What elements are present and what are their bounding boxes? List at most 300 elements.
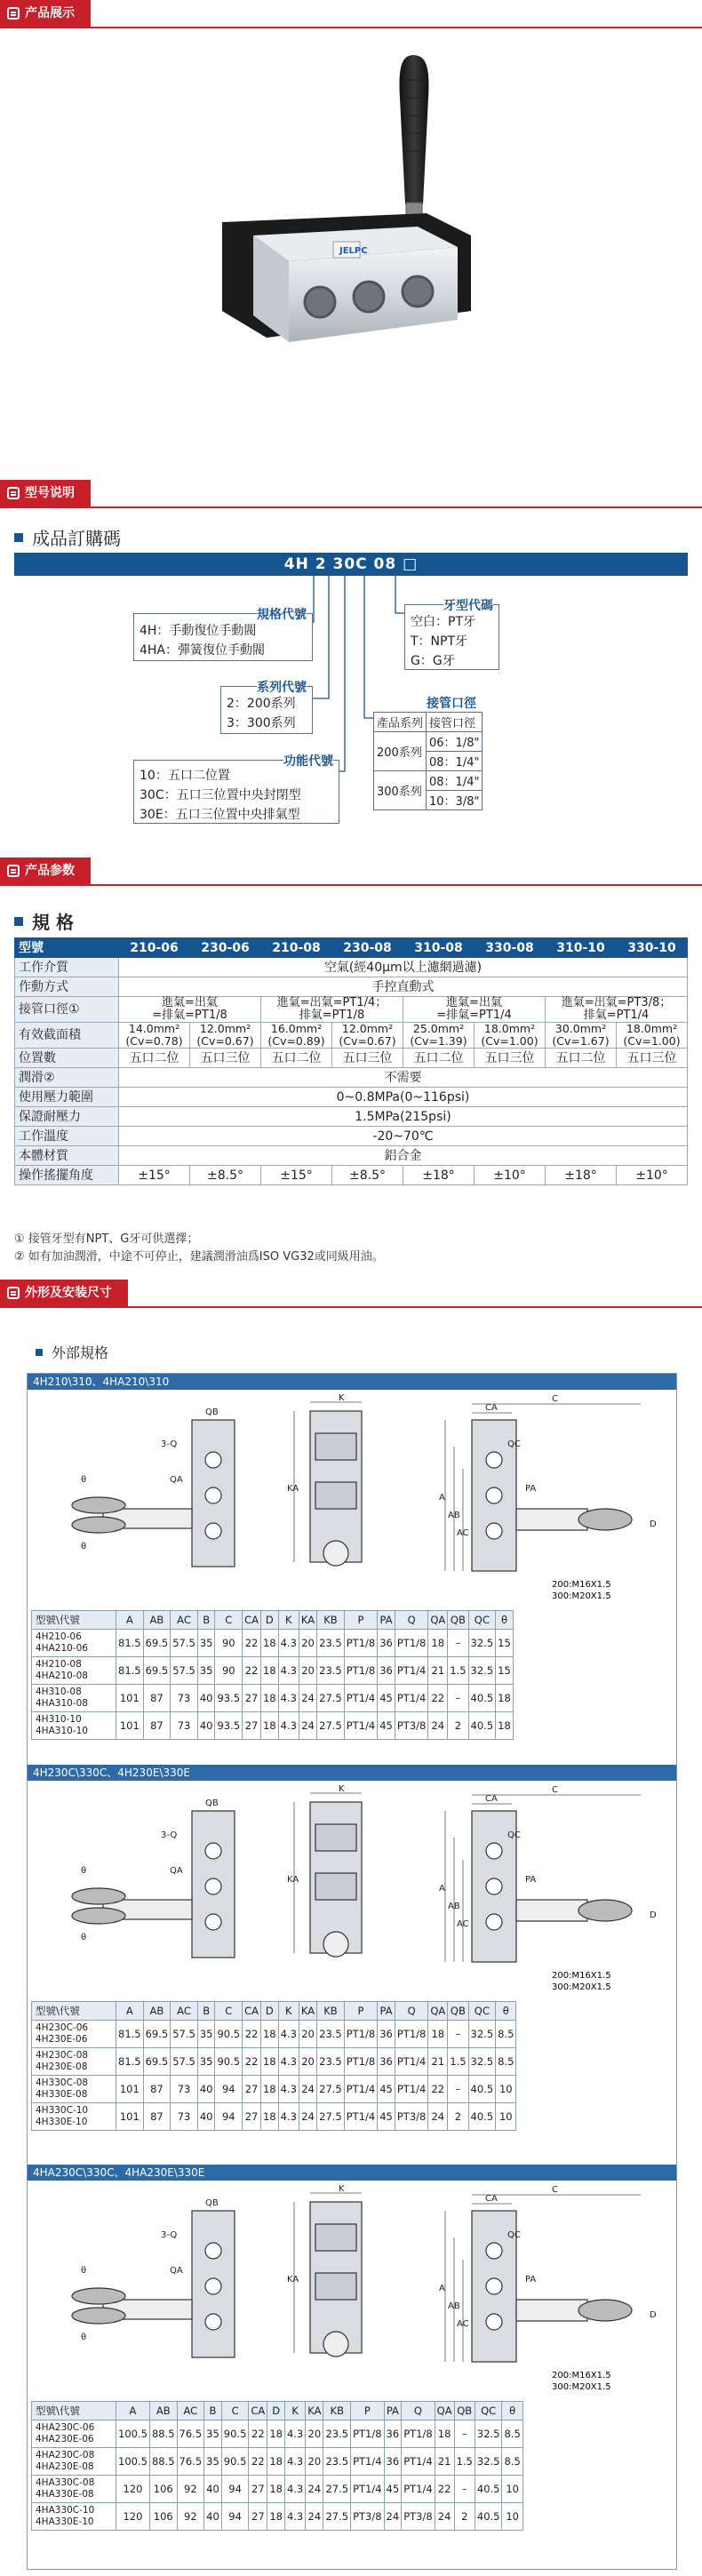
spec-row [15,1049,688,1068]
dimension-value: 94 [215,2103,243,2131]
svg-text:CA: CA [485,1403,498,1413]
dimension-value: PT3/8 [351,2503,384,2531]
dimension-value: 8.5 [496,2048,516,2076]
dimension-header-cell: QC [475,2402,502,2420]
dimension-value: 100.5 [116,2420,150,2448]
spec-header-cell: 310-10 [546,938,617,958]
spec-value: ±10° [617,1166,688,1185]
dimension-value: PT1/4 [351,2476,384,2503]
dimension-header-cell: AB [143,1611,171,1630]
spec-row-label: 有效截面積 [15,1023,119,1049]
svg-text:C: C [552,1394,558,1404]
spec-value: 進氣=出氣 =排氣=PT1/8 [119,997,261,1023]
spec-row-label: 操作搖擺角度 [15,1166,119,1185]
spec-header-cell: 210-06 [119,938,190,958]
spec-value: 不需要 [119,1068,688,1088]
dimension-value: 32.5 [468,2048,496,2076]
dimension-value: 120 [116,2503,150,2531]
dimension-value: 87 [143,2103,171,2131]
spec-row [15,1146,688,1166]
dimension-row [32,2103,516,2131]
dimension-value: 101 [116,2076,144,2103]
dimension-value: 40 [204,2476,222,2503]
dimension-value: 22 [428,2076,448,2103]
dimension-value: 32.5 [468,1630,496,1657]
dimension-model: 4H230C-06 4H230E-06 [32,2021,116,2048]
dimension-value: 10 [502,2476,523,2503]
dimension-value: 24 [299,2103,316,2131]
spec-row-label: 位置數 [15,1049,119,1068]
svg-text:KA: KA [287,2275,299,2285]
dimension-value: 18 [260,1685,278,1712]
dimension-header-cell: CA [243,1611,261,1630]
spec-value: -20~70℃ [119,1127,688,1146]
dimension-value: 18 [267,2420,285,2448]
svg-text:D: D [650,2310,657,2320]
dimension-value: PT1/4 [395,1657,427,1685]
dimension-value: 2 [454,2503,475,2531]
spec-value: 五口三位 [617,1049,688,1068]
section-icon [7,1287,20,1299]
spec-row [15,997,688,1023]
port-size: 08：1/4" [427,752,483,771]
spec-value: ±8.5° [332,1166,403,1185]
section-title: 产品展示 [25,6,75,20]
dimension-value: 21 [428,2048,448,2076]
dimension-row [32,2420,523,2448]
spec-header-row [15,938,688,958]
spec-value: ±18° [546,1166,617,1185]
svg-text:CA: CA [485,2194,498,2204]
dimension-value: 93.5 [215,1712,243,1740]
dimension-value: 20 [306,2448,323,2476]
dimension-value: 94 [221,2476,249,2503]
dimension-value: 88.5 [149,2448,177,2476]
series-code-title: 系列代號 [257,678,307,696]
dimension-value: 20 [299,2048,316,2076]
svg-text:CA: CA [485,1794,498,1804]
dimension-value: 24 [435,2503,454,2531]
dimension-value: 81.5 [116,2048,144,2076]
dimension-header-cell: A [116,2402,150,2420]
svg-text:D: D [650,1519,657,1529]
dimension-value: 94 [215,2076,243,2103]
dimension-value: 1.5 [448,1657,468,1685]
section-tab [0,1280,128,1306]
dimension-value: 4.3 [278,2048,299,2076]
svg-text:QC: QC [507,1440,521,1449]
title-square-icon [14,533,23,542]
dimension-value: 90.5 [215,2048,243,2076]
spec-header-cell: 330-08 [475,938,546,958]
dimension-row [32,1685,514,1712]
dimension-value: 27 [243,1685,261,1712]
spec-row-label: 工作溫度 [15,1127,119,1146]
dimension-value: 36 [378,2048,395,2076]
dimension-value: 90 [215,1657,243,1685]
dimension-value: 92 [177,2503,204,2531]
dimension-header-cell: KB [323,2402,351,2420]
dimension-value: PT1/8 [402,2420,435,2448]
outline-drawings [27,1373,677,2570]
dimension-header-cell: 型號\代號 [32,1611,116,1630]
dimension-value: 45 [378,1712,395,1740]
spec-header-cell: 210-08 [261,938,332,958]
dimension-value: 23.5 [317,1630,345,1657]
dimension-model: 4H330C-08 4H330E-08 [32,2076,116,2103]
dimension-header-cell: CA [249,2402,267,2420]
svg-text:KA: KA [287,1875,299,1885]
spec-value: 五口二位 [546,1049,617,1068]
dimension-value: 20 [299,1630,316,1657]
svg-text:QC: QC [507,1830,521,1840]
port-code-table [373,712,483,810]
dimension-value: 22 [243,1657,261,1685]
dimension-header-cell: P [344,1611,377,1630]
svg-text:AC: AC [457,1528,469,1538]
series-code-line: 2：200系列 [227,697,296,711]
dimension-header-row [32,2402,523,2420]
dimension-value: 4.3 [278,2021,299,2048]
dimension-value: 4.3 [278,1712,299,1740]
dimension-value: 23.5 [323,2420,351,2448]
dimension-value: 120 [116,2476,150,2503]
dimension-value: 18 [260,2048,278,2076]
dimension-value: 18 [428,1630,448,1657]
spec-value: 12.0mm² (Cv=0.67) [190,1023,261,1049]
dimension-value: PT1/4 [344,1685,377,1712]
dimension-value: 22 [243,2021,261,2048]
dimension-value: 90.5 [221,2420,249,2448]
thread-note: 200:M16X1.5 [552,1971,611,1981]
dimension-value: 45 [378,1685,395,1712]
spec-header-cell: 310-08 [403,938,475,958]
dimension-value: 10 [496,2076,516,2103]
dimension-value: – [454,2476,475,2503]
dimension-value: 24 [384,2503,402,2531]
dimension-model: 4H230C-08 4H230E-08 [32,2048,116,2076]
dimension-value: 22 [249,2448,267,2476]
outline-block-title: 4HA230C\330C、4HA230E\330E [28,2165,676,2181]
dimension-header-cell: QA [428,1611,448,1630]
spec-value: 30.0mm² (Cv=1.67) [546,1023,617,1049]
svg-text:PA: PA [525,1484,537,1494]
dimension-header-cell: θ [502,2402,523,2420]
dimension-value: 24 [299,1685,316,1712]
dimension-row [32,2021,516,2048]
dimension-value: PT1/8 [395,1630,427,1657]
dimension-value: 36 [384,2448,402,2476]
dimension-value: 45 [378,2103,395,2131]
svg-text:C: C [552,1785,558,1795]
spec-title-text: 規 格 [32,912,74,933]
dimension-header-cell: A [116,2002,144,2021]
svg-text:PA: PA [525,2275,537,2285]
spec-note: ② 如有加油潤滑，中途不可停止，建議潤滑油爲ISO VG32或同級用油。 [14,1250,384,1264]
dimension-value: 18 [267,2503,285,2531]
dimension-value: 88.5 [149,2420,177,2448]
spec-row-label: 保證耐壓力 [15,1107,119,1127]
svg-text:PA: PA [525,1875,537,1885]
order-code-connectors [0,576,702,842]
section-header-display [0,0,702,28]
section-tab [0,480,91,506]
spec-value: 手控直動式 [119,977,688,997]
dimension-value: 101 [116,1712,144,1740]
dimension-value: 24 [428,1712,448,1740]
dimension-value: – [448,2076,468,2103]
dimension-value: 24 [299,2076,316,2103]
spec-code-title: 規格代號 [257,605,307,623]
svg-text:3-Q: 3-Q [161,2230,178,2240]
section-title: 外形及安装尺寸 [25,1286,112,1300]
dimension-value: – [448,1685,468,1712]
svg-text:AB: AB [448,2301,460,2311]
spec-row-label: 作動方式 [15,977,119,997]
dimension-value: 87 [143,2076,171,2103]
thread-code-line: 空白：PT牙 [411,615,475,629]
dimension-value: 24 [299,1712,316,1740]
spec-row-label: 接管口徑① [15,997,119,1023]
dimension-header-cell: P [344,2002,377,2021]
dimension-header-cell: KA [306,2402,323,2420]
dimension-value: 8.5 [496,2021,516,2048]
spec-code-line: 4H：手動復位手動閥 [140,624,257,638]
dimension-value: 4.3 [278,1657,299,1685]
dimension-value: PT1/8 [344,1630,377,1657]
port-head-series: 產品系列 [374,713,427,732]
spec-row [15,977,688,997]
dimension-value: 90 [215,1630,243,1657]
dimension-model: 4HA230C-08 4HA230E-08 [32,2448,116,2476]
ordering-title-text: 成品訂購碼 [32,528,121,549]
dimension-value: 73 [171,2103,198,2131]
dimension-value: 4.3 [278,1685,299,1712]
spec-value: 五口二位 [261,1049,332,1068]
dimension-value: 57.5 [171,2021,198,2048]
dimension-value: 40.5 [468,2076,496,2103]
dimension-value: PT1/8 [344,2048,377,2076]
dimension-table [31,2001,516,2131]
dimension-header-row [32,1611,514,1630]
svg-text:C: C [552,2185,558,2195]
dimension-header-cell: QB [448,1611,468,1630]
svg-text:A: A [439,1493,445,1503]
svg-text:D: D [650,1910,657,1920]
spec-value: 1.5MPa(215psi) [119,1107,688,1127]
dimension-value: 27.5 [323,2503,351,2531]
title-square-icon [14,917,23,926]
dimension-value: 76.5 [177,2448,204,2476]
dimension-value: 36 [378,2021,395,2048]
svg-text:QB: QB [205,1798,219,1808]
spec-header-cell: 230-06 [190,938,261,958]
dimension-value: PT1/8 [344,1657,377,1685]
dimension-value: 18 [267,2448,285,2476]
dimension-value: 23.5 [317,2048,345,2076]
dimension-value: 87 [143,1685,171,1712]
series-code-line: 3：300系列 [227,716,296,730]
dimension-value: 15 [496,1657,514,1685]
dimension-value: 22 [435,2476,454,2503]
spec-row [15,1088,688,1107]
dimension-value: 8.5 [502,2420,523,2448]
svg-text:θ: θ [81,1542,87,1551]
outline-drawing [28,1393,676,1607]
dimension-header-cell: AC [177,2402,204,2420]
spec-value: ±15° [261,1166,332,1185]
dimension-header-cell: KA [299,2002,316,2021]
dimension-header-cell: B [197,2002,215,2021]
svg-text:AC: AC [457,2319,469,2329]
spec-row [15,1068,688,1088]
dimension-header-cell: D [260,2002,278,2021]
series-code-box [220,681,313,734]
port-series: 300系列 [374,771,427,810]
dimension-value: 24 [428,2103,448,2131]
dimension-value: 24 [306,2503,323,2531]
dimension-value: 27.5 [317,1685,345,1712]
svg-text:A: A [439,2284,445,2293]
dimension-value: PT1/4 [344,2103,377,2131]
dimension-header-cell: AC [171,2002,198,2021]
dimension-value: 40 [204,2503,222,2531]
dimension-value: 18 [496,1712,514,1740]
dimension-value: 81.5 [116,1657,144,1685]
dimension-value: 27 [249,2476,267,2503]
port-code-box [373,697,508,809]
dimension-header-cell: 型號\代號 [32,2402,116,2420]
dimension-value: 4.3 [278,2103,299,2131]
thread-note: 300:M20X1.5 [552,1591,611,1601]
dimension-value: 20 [299,2021,316,2048]
dimension-value: 4.3 [284,2476,305,2503]
spec-row [15,1166,688,1185]
dimension-value: 35 [197,1657,215,1685]
dimension-row [32,2048,516,2076]
section-icon [7,865,20,877]
dimension-value: – [448,1630,468,1657]
dimension-value: 21 [428,1657,448,1685]
dimension-value: 10 [502,2503,523,2531]
spec-header-cell: 230-08 [332,938,403,958]
dimension-value: PT1/8 [344,2021,377,2048]
dimension-value: 22 [249,2420,267,2448]
dimension-value: 76.5 [177,2420,204,2448]
dimension-value: 73 [171,1685,198,1712]
spec-value: ±8.5° [190,1166,261,1185]
dimension-value: 27.5 [317,2103,345,2131]
dimension-value: – [448,2021,468,2048]
thread-code-line: T：NPT牙 [411,634,468,649]
svg-text:θ: θ [81,2333,87,2342]
port-size: 08：1/4" [427,771,483,791]
dimension-header-cell: AB [143,2002,171,2021]
dimension-value: 22 [428,1685,448,1712]
dimension-value: 73 [171,1712,198,1740]
dimension-value: 90.5 [221,2448,249,2476]
dimension-value: 20 [306,2420,323,2448]
order-code-bar: 4H 2 30C 08 □ [14,553,688,576]
spec-row [15,1127,688,1146]
dimension-row [32,2476,523,2503]
dimension-header-cell: C [215,2002,243,2021]
section-icon [7,7,20,20]
dimension-value: 32.5 [468,1657,496,1685]
dimension-header-cell: QC [468,2002,496,2021]
dimension-value: 40 [197,1712,215,1740]
dimension-value: 106 [149,2503,177,2531]
dimension-value: 27.5 [317,1712,345,1740]
dimension-value: PT1/8 [351,2420,384,2448]
dimension-value: 18 [428,2021,448,2048]
svg-text:θ: θ [81,1933,87,1942]
dimension-value: 1.5 [448,2048,468,2076]
dimension-header-cell: B [204,2402,222,2420]
spec-value: 空氣(經40μm以上濾網過濾) [119,958,688,977]
dimension-value: 27 [249,2503,267,2531]
dimension-header-cell: Q [395,2002,427,2021]
svg-text:K: K [339,2184,345,2194]
function-code-line: 30C：五口三位置中央封閉型 [140,788,301,802]
dimension-value: PT3/8 [395,1712,427,1740]
dimension-value: 18 [267,2476,285,2503]
product-photo [204,44,498,435]
spec-value: 進氣=出氣 =排氣=PT1/4 [403,997,546,1023]
spec-value: 五口三位 [190,1049,261,1068]
section-title: 产品参数 [25,864,75,878]
ordering-title [14,524,121,550]
dimension-value: 8.5 [502,2448,523,2476]
dimension-value: 57.5 [171,1630,198,1657]
dimension-value: 101 [116,2103,144,2131]
dimension-header-cell: P [351,2402,384,2420]
dimension-value: 40.5 [468,1712,496,1740]
spec-row [15,1107,688,1127]
dimension-model: 4HA330C-10 4HA330E-10 [32,2503,116,2531]
spec-value: ±10° [475,1166,546,1185]
dimension-value: 18 [260,2103,278,2131]
dimension-value: PT1/4 [351,2448,384,2476]
dimension-value: 81.5 [116,2021,144,2048]
dimension-header-cell: Q [395,1611,427,1630]
dimension-value: 23.5 [323,2448,351,2476]
dimension-value: 40.5 [475,2503,502,2531]
dimension-row [32,2503,523,2531]
spec-value: 25.0mm² (Cv=1.39) [403,1023,475,1049]
dimension-model: 4H210-06 4HA210-06 [32,1630,116,1657]
dimension-header-cell: A [116,1611,144,1630]
dimension-value: 4.3 [284,2420,305,2448]
spec-row-label: 使用壓力範圍 [15,1088,119,1107]
spec-header-cell: 330-10 [617,938,688,958]
svg-text:K: K [339,1784,345,1794]
dimension-value: 24 [306,2476,323,2503]
dimension-value: 18 [260,2021,278,2048]
port-size: 10：3/8" [427,791,483,810]
spec-value: 18.0mm² (Cv=1.00) [475,1023,546,1049]
dimension-value: 87 [143,1712,171,1740]
svg-text:A: A [439,1884,445,1894]
dimension-header-cell: 型號\代號 [32,2002,116,2021]
dimension-header-cell: PA [378,2002,395,2021]
dimension-value: 18 [435,2420,454,2448]
dimension-value: 36 [378,1630,395,1657]
dimension-value: 40 [197,1685,215,1712]
dimension-value: 2 [448,2103,468,2131]
section-header-params [0,857,702,886]
dimension-value: 106 [149,2476,177,2503]
